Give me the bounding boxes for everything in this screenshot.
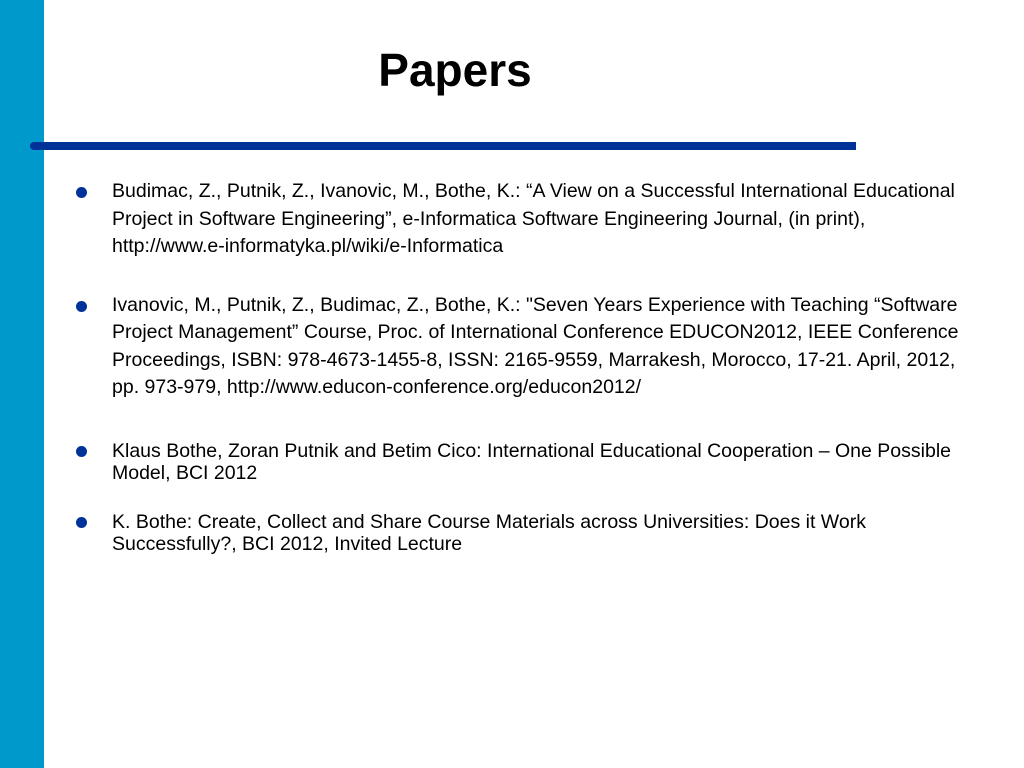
paper-citation: K. Bothe: Create, Collect and Share Course Materials across Universities: Does it Work Successfully?, BCI 2012, Invited Lecture xyxy=(112,510,866,555)
bullet-dot-icon xyxy=(76,301,87,312)
slide-title: Papers xyxy=(378,44,532,96)
papers-list xyxy=(76,178,976,555)
paper-citation: Klaus Bothe, Zoran Putnik and Betim Cico: International Educational Cooperation – One Possible Model, BCI 2012 xyxy=(112,439,951,484)
paper-citation: Budimac, Z., Putnik, Z., Ivanovic, M., Bothe, K.: “A View on a Successful International Educational Project in Software Engineering”, e-Informatica Software Engineering Journal, (in print), http://www.e-informatyka.pl/wiki/e-Informatica xyxy=(112,180,955,257)
bullet-dot-icon xyxy=(76,187,87,198)
paper-citation: Ivanovic, M., Putnik, Z., Budimac, Z., Bothe, K.: "Seven Years Experience with Teaching “Software Project Management” Course, Proc. of International Conference EDUCON2012, IEEE Conference Proceedings, ISBN: 978-4673-1455-8, ISSN: 2165-9559, Marrakesh, Morocco, 17-21. April, 2012, pp. 973-979, http://www.educon-conference.org/educon2012/ xyxy=(112,293,959,398)
bullet-dot-icon xyxy=(76,517,87,528)
paper-item xyxy=(76,440,976,484)
paper-item xyxy=(76,178,976,261)
title-underline-rule xyxy=(30,142,856,150)
paper-item xyxy=(76,292,976,402)
side-accent-bar xyxy=(0,0,44,768)
bullet-dot-icon xyxy=(76,446,87,457)
paper-item xyxy=(76,511,976,555)
